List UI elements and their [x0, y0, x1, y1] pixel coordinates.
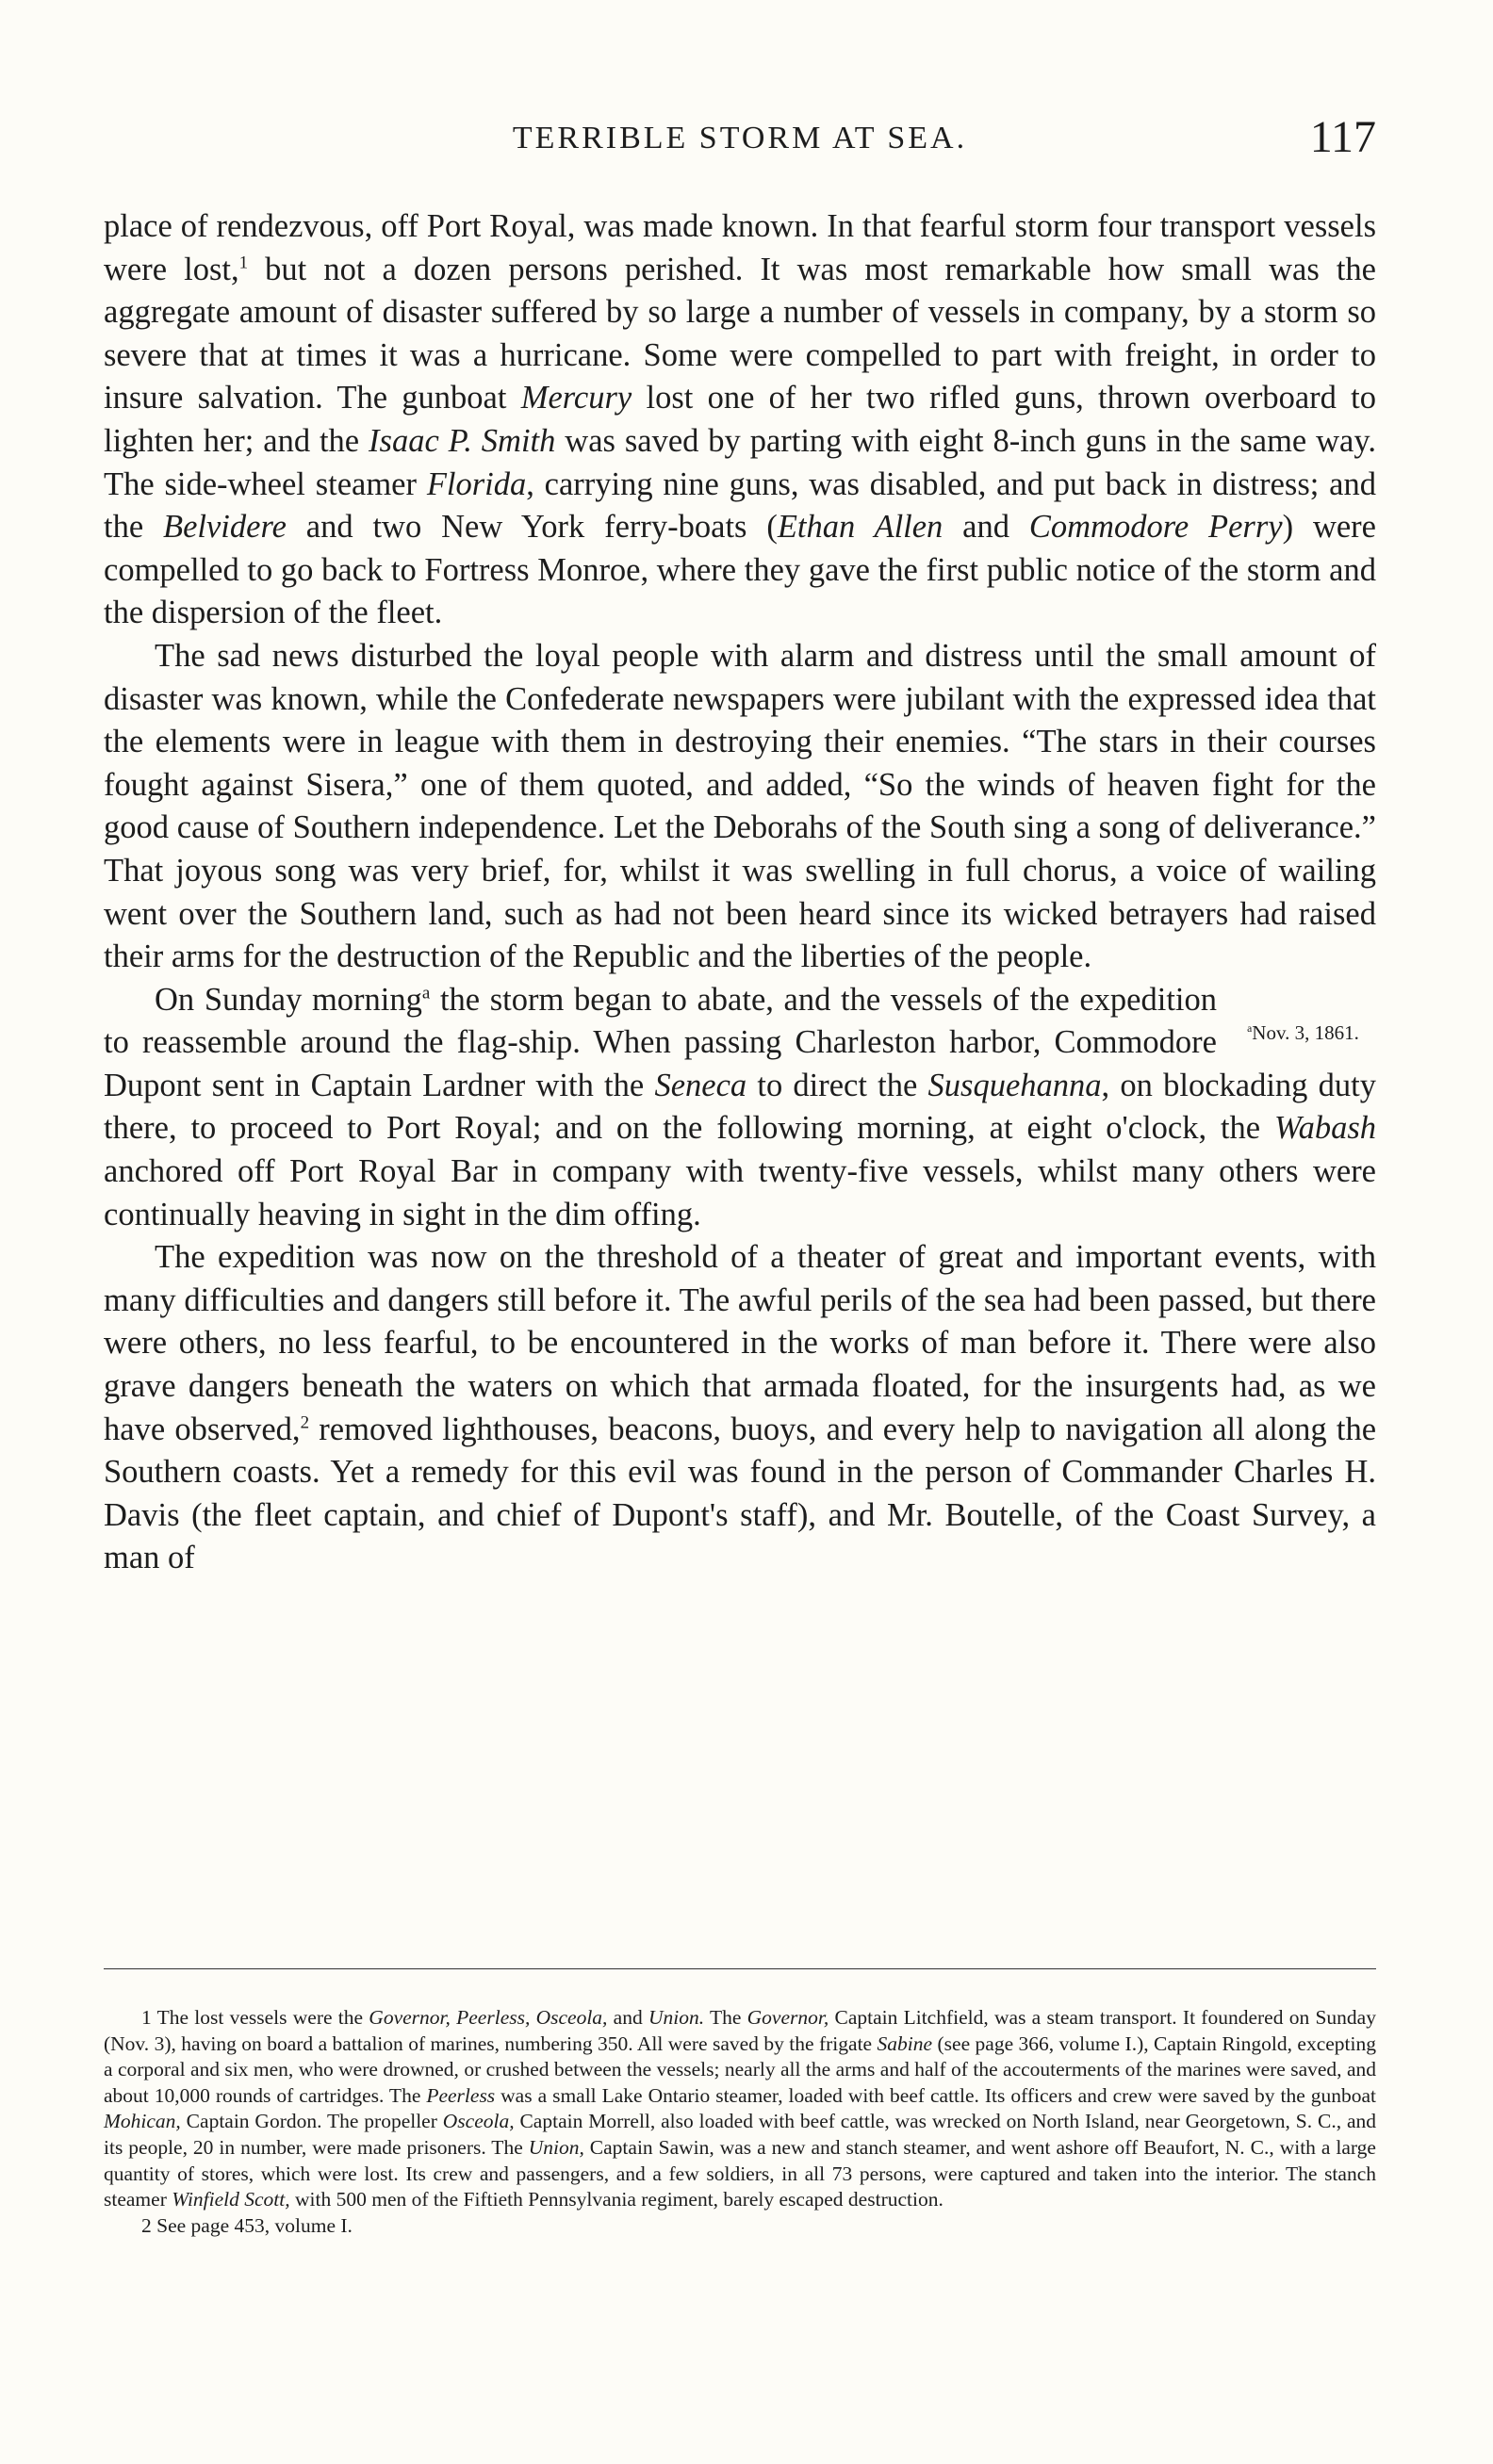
italic-text: Ethan Allen [777, 509, 943, 546]
footnote-reference: 1 [238, 253, 249, 273]
text-run: with 500 men of the Fiftieth Pennsylvania regiment, barely escaped destruction. [289, 2188, 943, 2211]
italic-text: Peerless [426, 2083, 496, 2107]
text-run: Captain Morrell, also loaded with beef cattle, was wrecked on North Island, near Georgetown, S. C., and its people, 20 in number, were made prisoners. The [104, 2110, 1376, 2159]
running-title: TERRIBLE STORM AT SEA. [512, 121, 968, 155]
text-run: removed lighthouses, beacons, buoys, and every help to navigation all along the Southern coasts. Yet a remedy for this evil was found in the person of Commander Charles H. Davis (the fleet captain, and chief of Dupont's staff), and Mr. Boutelle, of the Coast Survey, a man of [104, 1411, 1377, 1576]
text-run: Captain Gordon. The propeller [180, 2110, 443, 2133]
text-run: ) were compelled to go back to Fortress Monroe, where they gave the first public notice of the storm and the dispersion of the fleet. [104, 509, 1376, 631]
paragraph [104, 635, 1376, 979]
italic-text: Belvidere [163, 509, 287, 546]
text-run: and two New York ferry-boats ( [286, 509, 778, 546]
margin-date-note [1230, 1021, 1376, 1044]
running-head [104, 111, 1376, 168]
italic-text: Union. [648, 2006, 705, 2029]
text-run: (see page 366, volume I.), Captain Ringold, excepting a corporal and six men, who were drowned, or crushed between the vessels; nearly all the arms and half of the accouterments of the marines were saved, and about 10,000 rounds of cartridges. The [104, 2032, 1377, 2107]
text-run: The expedition was now on the threshold of a theater of great and important events, with many difficulties and dangers still before it. The awful perils of the sea had been passed, but there were others, no less fearful, to be encountered in the works of man before it. There were also grave dangers beneath the waters on which that armada floated, for the insurgents had, as we have observed, [104, 1239, 1376, 1447]
text-run: was a small Lake Ontario steamer, loaded with beef cattle. Its officers and crew were saved by the gunboat [495, 2083, 1376, 2107]
italic-text: Seneca [654, 1067, 747, 1103]
footnote-reference: a [421, 983, 431, 1004]
text-run: but not a dozen persons perished. It was most remarkable how small was the aggregate amount of disaster suffered by so large a number of vessels in company, by a storm so severe that at times it was a hurricane. Some were compelled to part with freight, in order to insure salvation. The gunboat [104, 251, 1376, 416]
text-run: and [943, 509, 1029, 546]
text-run: The [704, 2006, 747, 2029]
text-run: was saved by parting with eight 8-inch guns in the same way. The side-wheel steamer [104, 422, 1376, 502]
text-run: place of rendezvous, off Port Royal, was made known. In that fearful storm four transport vessels were lost, [104, 208, 1376, 287]
text-run: Captain Sawin, was a new and stanch steamer, and went ashore off Beaufort, N. C., with a large quantity of stores, which were lost. Its crew and passengers, and a few soldiers, in all 73 persons, were captured and taken into the interior. The stanch steamer [104, 2135, 1376, 2211]
text-run: On Sunday morning [155, 981, 422, 1018]
text-run: the storm began to abate, and the vessels of the expedition to reassemble around the flag-ship. When passing Charleston harbor, Commodore Dupont sent in Captain Lardner with the [104, 981, 1217, 1103]
italic-text: Wabash [1274, 1110, 1376, 1147]
italic-text: Susquehanna [927, 1067, 1102, 1103]
italic-text: Governor, Peerless, Osceola, [369, 2006, 608, 2029]
text-run: The sad news disturbed the loyal people with alarm and distress until the small amount of disaster was known, while the Confederate newspapers were jubilant with the expressed idea that the elements were in league with them in destroying their enemies. “The stars in their courses fought against Sisera,” one of them quoted, and added, “So the winds of heaven fight for the good cause of Southern independence. Let the Deborahs of the South sing a song of deliverance.” That joyous song was very brief, for, whilst it was swelling in full chorus, a voice of wailing went over the Southern land, such as had not been heard since its wicked betrayers had raised their arms for the destruction of the Republic and the liberties of the people. [104, 637, 1376, 975]
footnote-reference: 2 [300, 1412, 310, 1433]
margin-note-text: Nov. 3, 1861. [1252, 1020, 1359, 1044]
text-run: lost one of her two rifled guns, thrown overboard to lighten her; and the [104, 380, 1377, 459]
italic-text: Florida [426, 465, 527, 502]
text-run: Captain Litchfield, was a steam transport. It foundered on Sunday (Nov. 3), having on board a battalion of marines, numbering 350. All were saved by the frigate [104, 2006, 1376, 2055]
footnote [104, 2213, 1376, 2240]
text-run: and [607, 2006, 648, 2029]
page-number: 117 [1309, 112, 1376, 162]
paragraph [104, 205, 1376, 635]
text-run: 1 The lost vessels were the [141, 2006, 369, 2029]
text-run: anchored off Port Royal Bar in company with twenty-five vessels, whilst many others were continually heaving in sight in the dim offing. [104, 1153, 1376, 1232]
footnote [104, 2005, 1376, 2213]
paragraph [104, 1236, 1376, 1580]
footnote-divider [104, 1968, 1376, 1969]
paragraph [104, 979, 1376, 1237]
text-run: 2 See page 453, volume I. [141, 2213, 353, 2237]
italic-text: Sabine [877, 2032, 933, 2055]
italic-text: Union, [528, 2135, 584, 2159]
italic-text: Governor, [746, 2006, 829, 2029]
margin-note-marker: a [1247, 1022, 1253, 1035]
italic-text: Isaac P. Smith [369, 422, 556, 459]
body-text [104, 205, 1376, 1580]
italic-text: Winfield Scott, [172, 2188, 290, 2211]
text-run: , carrying nine guns, was disabled, and put back in distress; and the [104, 465, 1376, 546]
text-run: to direct the [746, 1067, 928, 1103]
italic-text: Mohican, [104, 2110, 181, 2133]
italic-text: Commodore Perry [1028, 509, 1283, 546]
italic-text: Mercury [520, 380, 632, 416]
italic-text: Osceola, [442, 2110, 515, 2133]
text-run: , on blockading duty there, to proceed to Port Royal; and on the following morning, at eight o'clock, the [104, 1067, 1376, 1147]
footnotes [104, 2005, 1376, 2239]
